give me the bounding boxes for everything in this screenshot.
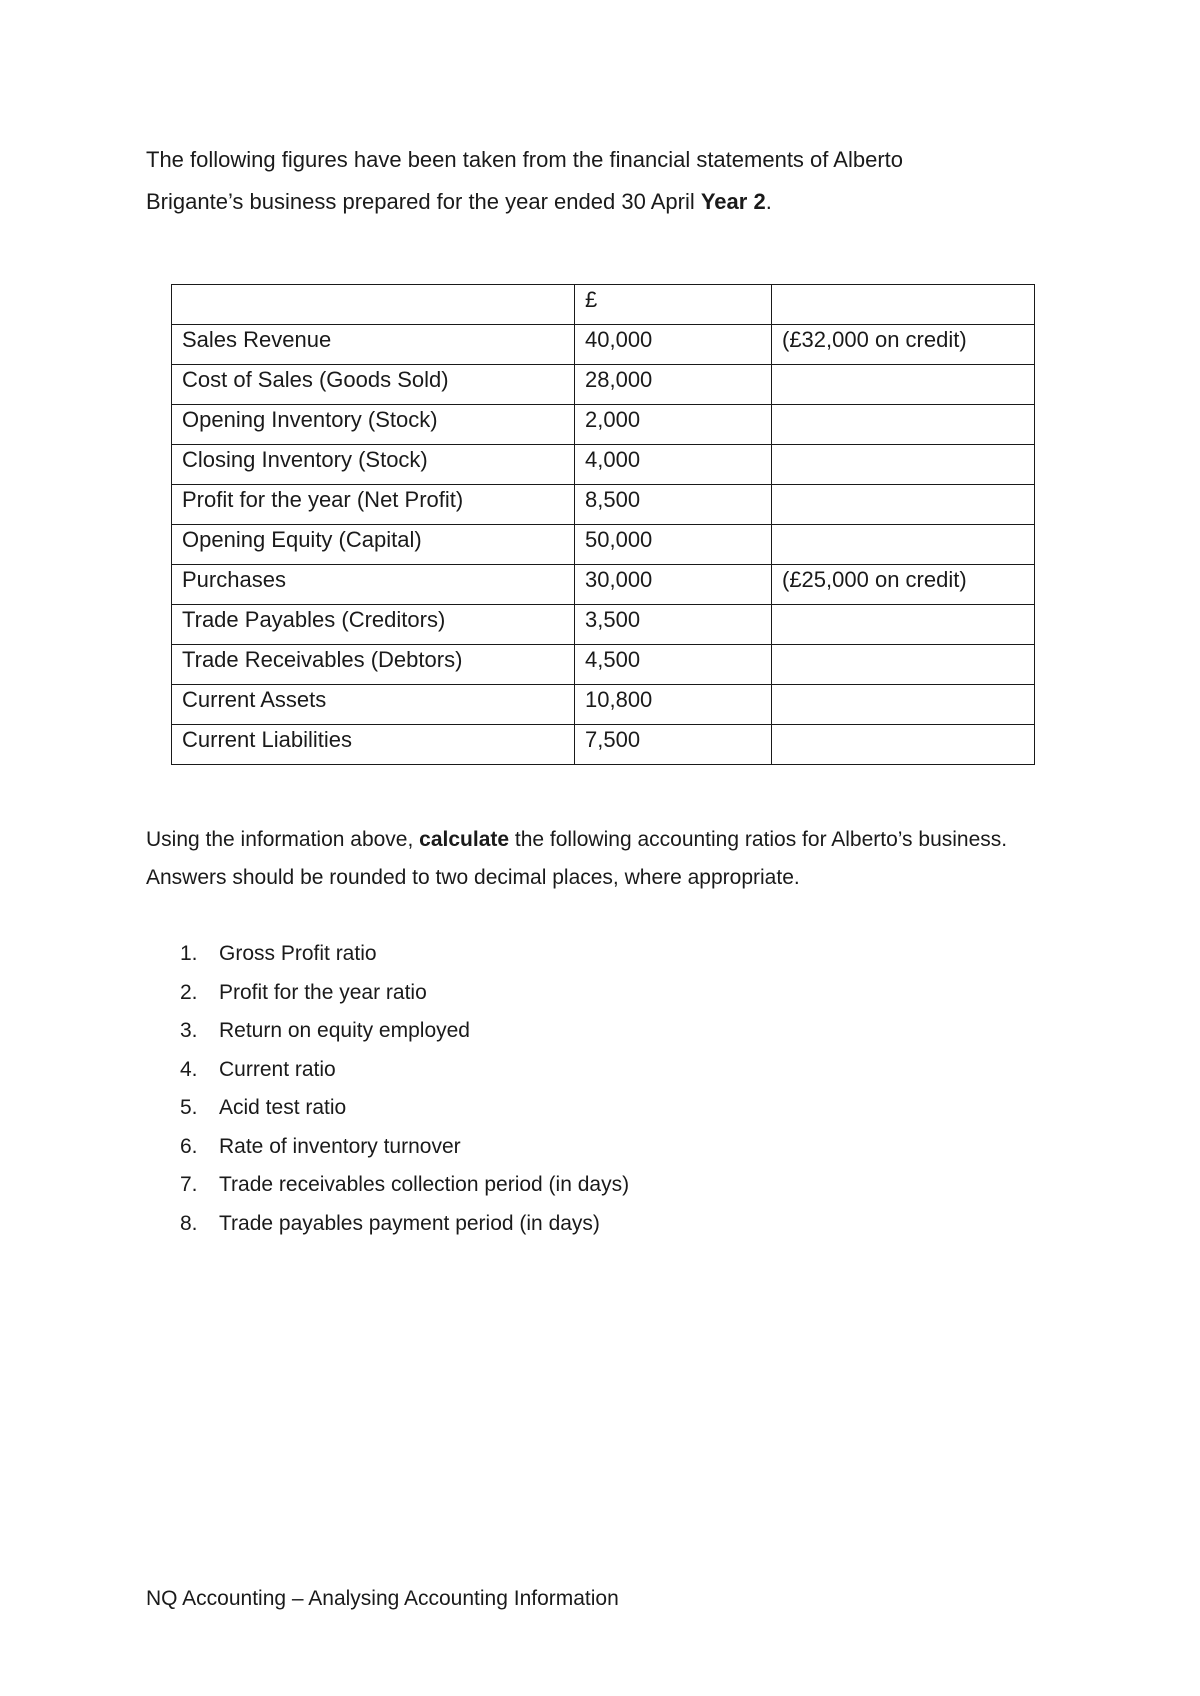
intro-paragraph xyxy=(146,139,1086,223)
financial-figures-table xyxy=(171,284,1035,765)
list-item-number: 3. xyxy=(180,1019,198,1042)
table-row xyxy=(172,365,1035,405)
list-item-number: 1. xyxy=(180,942,198,965)
table-row xyxy=(172,445,1035,485)
item-cell: Closing Inventory (Stock) xyxy=(172,445,575,485)
note-cell xyxy=(772,405,1035,445)
list-item-label: Trade payables payment period (in days) xyxy=(219,1211,600,1235)
list-item-number: 6. xyxy=(180,1134,198,1158)
table-row xyxy=(172,685,1035,725)
note-cell: (£25,000 on credit) xyxy=(772,565,1035,605)
item-cell: Trade Receivables (Debtors) xyxy=(172,645,575,685)
list-item xyxy=(180,1051,629,1090)
table-row xyxy=(172,405,1035,445)
instructions-text-start: Using the information above, xyxy=(146,828,420,851)
item-cell: Sales Revenue xyxy=(172,325,575,365)
list-item xyxy=(180,1089,629,1128)
header-cell-note xyxy=(772,285,1035,325)
note-cell xyxy=(772,525,1035,565)
list-item-label: Return on equity employed xyxy=(219,1019,470,1042)
item-cell: Opening Equity (Capital) xyxy=(172,525,575,565)
list-item xyxy=(180,1012,629,1051)
note-cell xyxy=(772,485,1035,525)
list-item-label: Rate of inventory turnover xyxy=(219,1134,461,1158)
list-item-number: 5. xyxy=(180,1096,198,1119)
table-row xyxy=(172,565,1035,605)
note-cell xyxy=(772,685,1035,725)
instructions-paragraph xyxy=(146,821,1086,897)
amount-cell: 8,500 xyxy=(575,485,772,525)
amount-cell: 28,000 xyxy=(575,365,772,405)
amount-cell: 4,000 xyxy=(575,445,772,485)
page-footer: NQ Accounting – Analysing Accounting Information xyxy=(146,1587,619,1610)
note-cell xyxy=(772,605,1035,645)
table-row xyxy=(172,645,1035,685)
table-row xyxy=(172,525,1035,565)
list-item-label: Gross Profit ratio xyxy=(219,942,377,965)
list-item xyxy=(180,974,629,1013)
item-cell: Trade Payables (Creditors) xyxy=(172,605,575,645)
intro-line-2-text: Brigante’s business prepared for the year ended 30 April xyxy=(146,189,701,214)
header-cell-currency: £ xyxy=(575,285,772,325)
item-cell: Current Liabilities xyxy=(172,725,575,765)
intro-year-bold: Year 2 xyxy=(700,189,766,214)
list-item xyxy=(180,1166,629,1205)
instructions-text-end: the following accounting ratios for Alberto’s business. Answers should be rounded to two decimal places, where appropriate. xyxy=(146,828,1008,889)
list-item-label: Profit for the year ratio xyxy=(219,980,427,1004)
amount-cell: 40,000 xyxy=(575,325,772,365)
amount-cell: 2,000 xyxy=(575,405,772,445)
table-header-row xyxy=(172,285,1035,325)
instructions-bold-word: calculate xyxy=(419,828,510,851)
table-row xyxy=(172,325,1035,365)
note-cell xyxy=(772,445,1035,485)
intro-line-1: The following figures have been taken from the financial statements of Alberto xyxy=(146,147,903,172)
item-cell: Cost of Sales (Goods Sold) xyxy=(172,365,575,405)
list-item-number: 8. xyxy=(180,1211,198,1235)
list-item-label: Acid test ratio xyxy=(219,1096,347,1119)
item-cell: Current Assets xyxy=(172,685,575,725)
intro-line-2-end: . xyxy=(765,189,772,214)
item-cell: Opening Inventory (Stock) xyxy=(172,405,575,445)
note-cell xyxy=(772,645,1035,685)
ratio-list xyxy=(180,935,629,1243)
list-item xyxy=(180,935,629,974)
list-item-label: Current ratio xyxy=(219,1057,336,1081)
list-item-label: Trade receivables collection period (in days) xyxy=(219,1173,630,1196)
note-cell xyxy=(772,365,1035,405)
amount-cell: 4,500 xyxy=(575,645,772,685)
header-cell-item xyxy=(172,285,575,325)
item-cell: Profit for the year (Net Profit) xyxy=(172,485,575,525)
list-item-number: 2. xyxy=(180,980,198,1004)
amount-cell: 7,500 xyxy=(575,725,772,765)
list-item-number: 4. xyxy=(180,1057,198,1081)
amount-cell: 50,000 xyxy=(575,525,772,565)
amount-cell: 3,500 xyxy=(575,605,772,645)
amount-cell: 30,000 xyxy=(575,565,772,605)
table-row xyxy=(172,725,1035,765)
note-cell: (£32,000 on credit) xyxy=(772,325,1035,365)
table-row xyxy=(172,485,1035,525)
item-cell: Purchases xyxy=(172,565,575,605)
list-item-number: 7. xyxy=(180,1173,198,1196)
table-row xyxy=(172,605,1035,645)
list-item xyxy=(180,1205,629,1244)
amount-cell: 10,800 xyxy=(575,685,772,725)
list-item xyxy=(180,1128,629,1167)
note-cell xyxy=(772,725,1035,765)
